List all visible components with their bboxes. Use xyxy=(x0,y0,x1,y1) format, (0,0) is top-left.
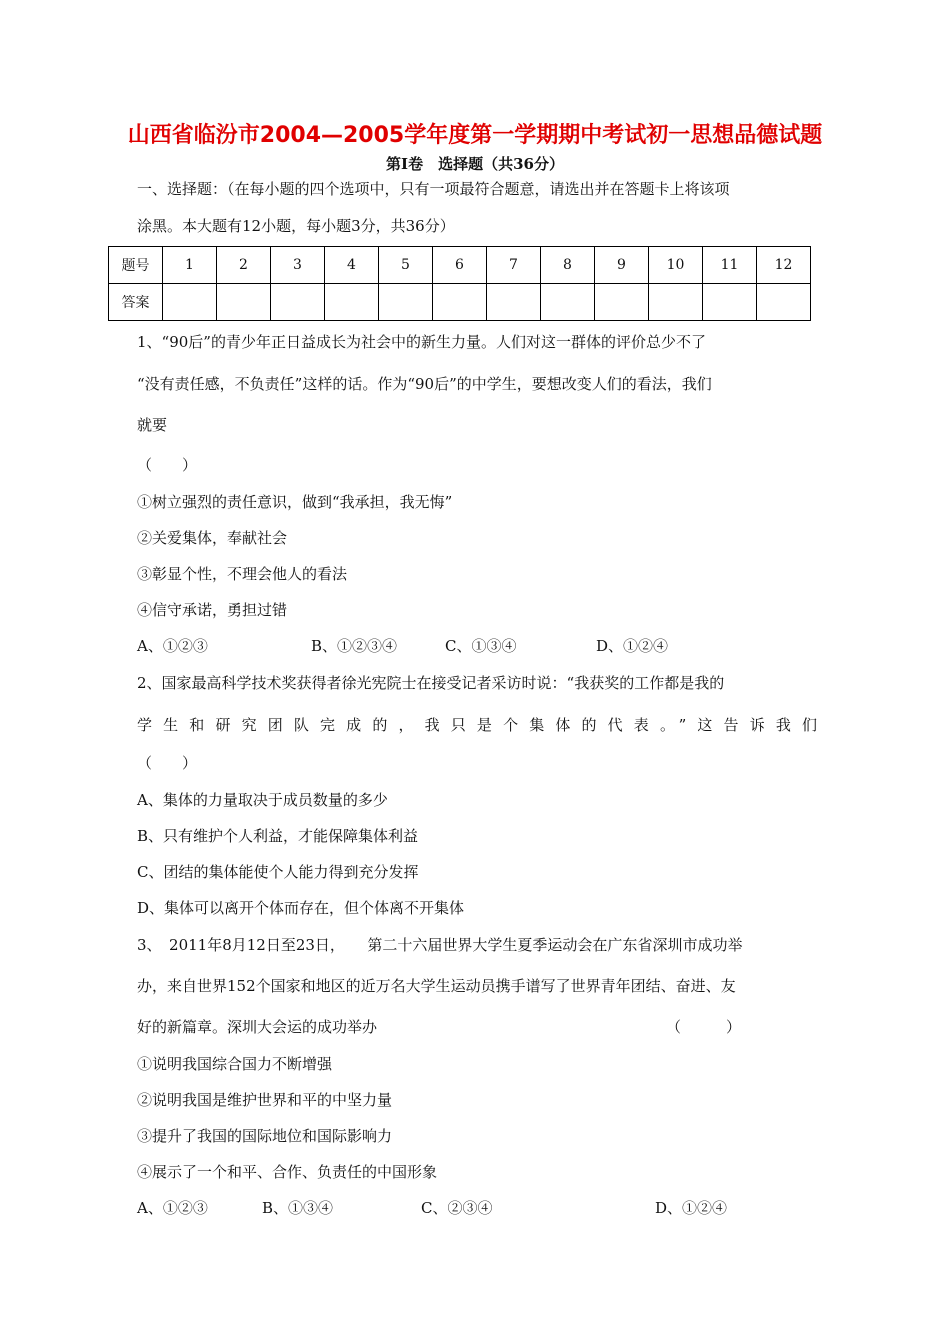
exam-title: 山西省临汾市2004—2005学年度第一学期期中考试初一思想品德试题 xyxy=(127,123,823,148)
table-cell-number: 8 xyxy=(541,247,595,284)
table-cell-number: 4 xyxy=(325,247,379,284)
table-cell-number: 3 xyxy=(271,247,325,284)
answer-table-answer-row xyxy=(109,284,811,321)
answer-cell[interactable] xyxy=(487,284,541,321)
q3-choice-c[interactable]: C、②③④ xyxy=(421,1199,493,1217)
answer-cell[interactable] xyxy=(433,284,487,321)
q2-choice-c[interactable]: C、团结的集体能使个人能力得到充分发挥 xyxy=(137,863,419,881)
answer-cell[interactable] xyxy=(163,284,217,321)
q3-choice-d[interactable]: D、①②④ xyxy=(655,1199,728,1217)
q2-answer-blank: （ ） xyxy=(137,754,198,772)
answer-cell[interactable] xyxy=(379,284,433,321)
q1-answer-blank: （ ） xyxy=(137,456,198,474)
q1-choice-b[interactable]: B、①②③④ xyxy=(311,637,398,655)
table-cell-number: 7 xyxy=(487,247,541,284)
q1-choice-d[interactable]: D、①②④ xyxy=(596,637,669,655)
answer-cell[interactable] xyxy=(757,284,811,321)
q1-item-3: ③彰显个性，不理会他人的看法 xyxy=(137,565,348,583)
table-cell-label: 答案 xyxy=(109,284,163,321)
q3-choice-a[interactable]: A、①②③ xyxy=(137,1199,208,1217)
table-cell-label: 题号 xyxy=(109,247,163,284)
q2-choice-d[interactable]: D、集体可以离开个体而存在，但个体离不开集体 xyxy=(137,899,465,917)
answer-table-number-row xyxy=(109,247,811,284)
answer-table xyxy=(108,246,811,321)
q1-item-4: ④信守承诺，勇担过错 xyxy=(137,601,288,619)
q1-choice-a[interactable]: A、①②③ xyxy=(137,637,208,655)
table-cell-number: 11 xyxy=(703,247,757,284)
q2-choice-b[interactable]: B、只有维护个人利益，才能保障集体利益 xyxy=(137,827,419,845)
q1-item-1: ①树立强烈的责任意识，做到“我承担，我无悔” xyxy=(137,493,453,511)
q2-stem-line-1: 2、国家最高科学技术奖获得者徐光宪院士在接受记者采访时说：“我获奖的工作都是我的 xyxy=(137,674,725,692)
q1-item-2: ②关爱集体，奉献社会 xyxy=(137,529,288,547)
answer-cell[interactable] xyxy=(541,284,595,321)
q3-item-2: ②说明我国是维护世界和平的中坚力量 xyxy=(137,1091,393,1109)
answer-cell[interactable] xyxy=(703,284,757,321)
q3-choice-b[interactable]: B、①③④ xyxy=(262,1199,334,1217)
table-cell-number: 9 xyxy=(595,247,649,284)
q3-stem-line-3: 好的新篇章。深圳大会运的成功举办 xyxy=(137,1018,378,1036)
table-cell-number: 6 xyxy=(433,247,487,284)
q1-choice-c[interactable]: C、①③④ xyxy=(445,637,517,655)
q2-choice-a[interactable]: A、集体的力量取决于成员数量的多少 xyxy=(137,791,388,809)
answer-cell[interactable] xyxy=(595,284,649,321)
table-cell-number: 10 xyxy=(649,247,703,284)
q2-stem-line-2: 学生和研究团队完成的，我只是个集体的代表。”这告诉我们 xyxy=(137,716,817,734)
q3-stem-line-1: 3、 2011年8月12日至23日， 第二十六届世界大学生夏季运动会在广东省深圳市成功举 xyxy=(137,936,743,954)
q3-stem-line-2: 办，来自世界152个国家和地区的近万名大学生运动员携手谱写了世界青年团结、奋进、友 xyxy=(137,977,736,995)
section-title: 第Ⅰ卷 选择题（共36分） xyxy=(386,155,564,173)
q1-stem-line-2: “没有责任感，不负责任”这样的话。作为“90后”的中学生，要想改变人们的看法，我们 xyxy=(137,375,712,393)
q1-stem-line-3: 就要 xyxy=(137,416,168,434)
answer-cell[interactable] xyxy=(649,284,703,321)
table-cell-number: 12 xyxy=(757,247,811,284)
table-cell-number: 1 xyxy=(163,247,217,284)
answer-cell[interactable] xyxy=(217,284,271,321)
q3-item-1: ①说明我国综合国力不断增强 xyxy=(137,1055,333,1073)
q3-answer-blank: （ ） xyxy=(666,1018,742,1036)
q3-item-3: ③提升了我国的国际地位和国际影响力 xyxy=(137,1127,393,1145)
table-cell-number: 5 xyxy=(379,247,433,284)
instructions-line-2: 涂黑。本大题有12小题，每小题3分，共36分） xyxy=(137,217,455,235)
instructions-line-1: 一、选择题：（在每小题的四个选项中，只有一项最符合题意，请选出并在答题卡上将该项 xyxy=(137,180,730,198)
q3-item-4: ④展示了一个和平、合作、负责任的中国形象 xyxy=(137,1163,438,1181)
q1-stem-line-1: 1、“90后”的青少年正日益成长为社会中的新生力量。人们对这一群体的评价总少不了 xyxy=(137,333,706,351)
answer-cell[interactable] xyxy=(271,284,325,321)
answer-cell[interactable] xyxy=(325,284,379,321)
table-cell-number: 2 xyxy=(217,247,271,284)
